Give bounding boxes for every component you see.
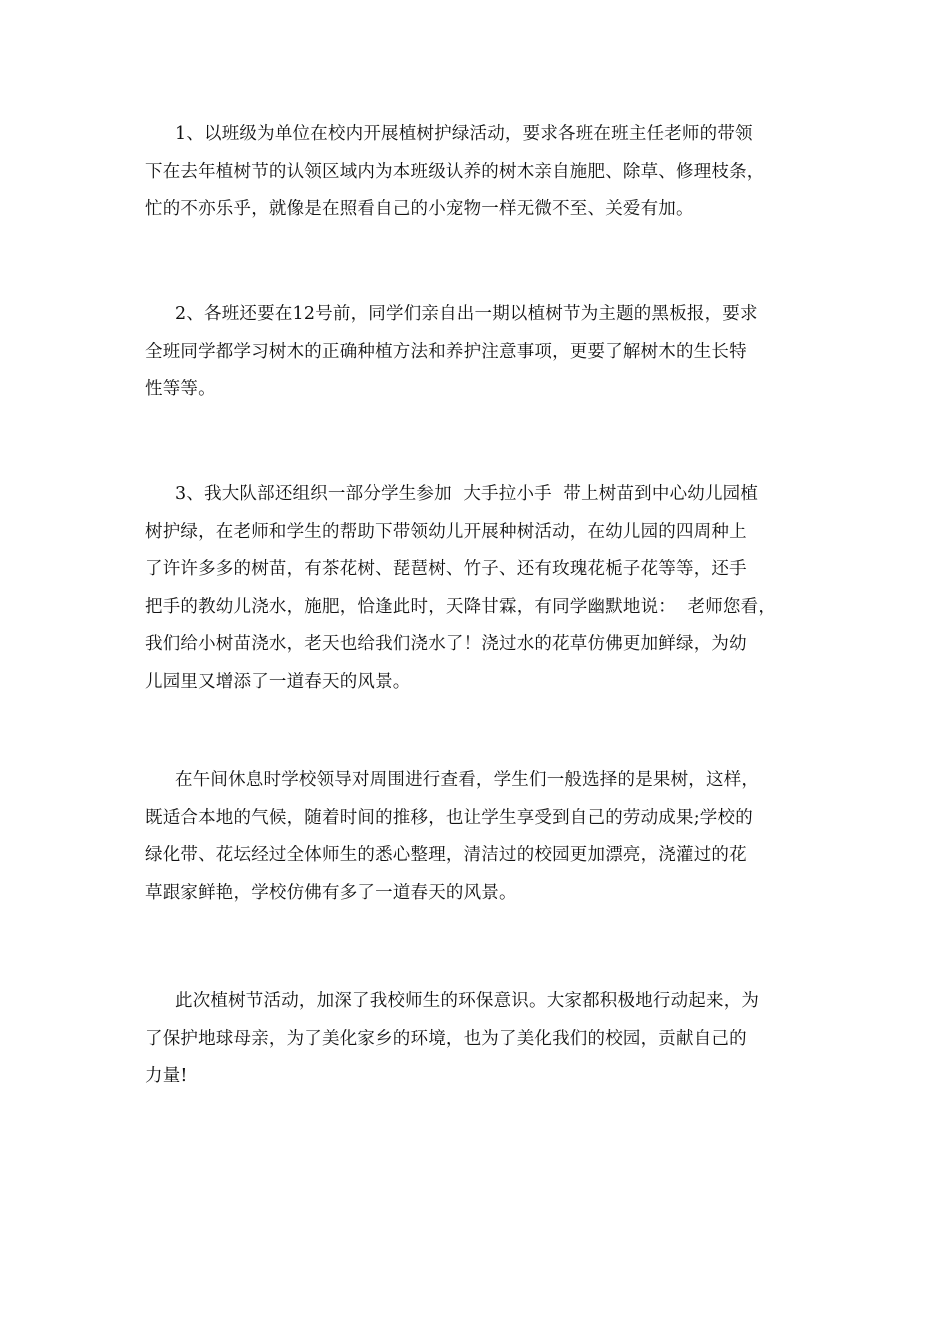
paragraph-line: 下在去年植树节的认领区域内为本班级认养的树木亲自施肥、除草、修理枝条，	[145, 161, 765, 182]
paragraph-line: 在午间休息时学校领导对周围进行查看，学生们一般选择的是果树，这样，	[175, 770, 760, 790]
paragraph-3	[145, 476, 815, 701]
paragraph-line: 了许许多多的树苗，有茶花树、琵琶树、竹子、还有玫瑰花栀子花等等，还手	[145, 559, 747, 579]
paragraph-line: 全班同学都学习树木的正确种植方法和养护注意事项，更要了解树木的生长特	[145, 341, 747, 362]
paragraph-line: 儿园里又增添了一道春天的风景。	[145, 671, 411, 692]
paragraph-line: 2、各班还要在12号前，同学们亲自出一期以植树节为主题的黑板报，要求	[175, 304, 758, 324]
paragraph-line: 我们给小树苗浇水，老天也给我们浇水了！浇过水的花草仿佛更加鲜绿，为幼	[145, 634, 747, 654]
paragraph-line: 绿化带、花坛经过全体师生的悉心整理，清洁过的校园更加漂亮，浇灌过的花	[145, 845, 747, 865]
paragraph-4	[145, 762, 815, 912]
paragraph-line: 1、以班级为单位在校内开展植树护绿活动，要求各班在班主任老师的带领	[175, 124, 753, 144]
paragraph-line: 了保护地球母亲，为了美化家乡的环境，也为了美化我们的校园，贡献自己的	[145, 1028, 747, 1049]
paragraph-5	[145, 983, 815, 1096]
paragraph-line: 树护绿，在老师和学生的帮助下带领幼儿开展种树活动，在幼儿园的四周种上	[145, 521, 747, 542]
paragraph-line: 把手的教幼儿浇水，施肥，恰逢此时，天降甘霖，有同学幽默地说： 老师您看，	[145, 596, 777, 617]
paragraph-line: 3、我大队部还组织一部分学生参加 大手拉小手 带上树苗到中心幼儿园植	[175, 484, 759, 504]
paragraph-1	[145, 116, 815, 229]
paragraph-2	[145, 296, 815, 409]
paragraph-line: 既适合本地的气候，随着时间的推移，也让学生享受到自己的劳动成果;学校的	[145, 807, 753, 828]
paragraph-line: 草跟家鲜艳，学校仿佛有多了一道春天的风景。	[145, 882, 517, 903]
paragraph-line: 性等等。	[145, 379, 216, 399]
paragraph-line: 忙的不亦乐乎，就像是在照看自己的小宠物一样无微不至、关爱有加。	[145, 199, 694, 219]
paragraph-line: 力量!	[145, 1066, 188, 1086]
paragraph-line: 此次植树节活动，加深了我校师生的环保意识。大家都积极地行动起来，为	[175, 991, 760, 1011]
